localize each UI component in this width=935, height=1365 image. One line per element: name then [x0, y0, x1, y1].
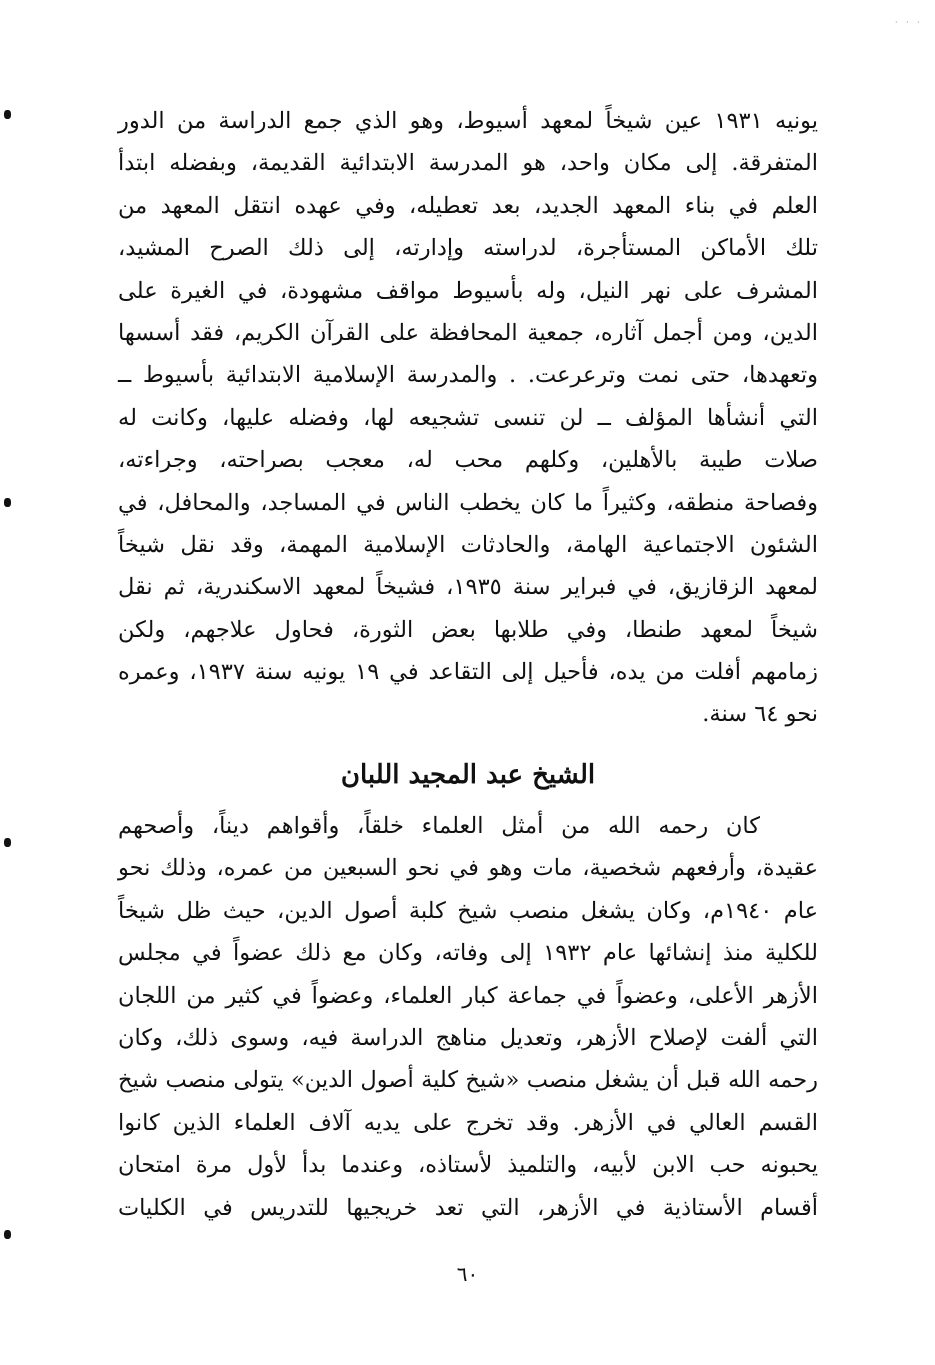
text-line: المشرف على نهر النيل، وله بأسيوط مواقف مشهودة، في الغيرة على	[118, 277, 818, 304]
text-line: كان رحمه الله من أمثل العلماء خلقاً، وأقواهم ديناً، وأصحهم	[118, 813, 760, 839]
text-line: عام ١٩٤٠م، وكان يشغل منصب شيخ كلبة أصول الدين، حيث ظل شيخاً	[118, 897, 818, 924]
text-line: زمامهم أفلت من يده، فأحيل إلى التقاعد في ١٩ يونيه سنة ١٩٣٧، وعمره	[118, 659, 818, 686]
text-line: صلات طيبة بالأهلين، وكلهم محب له، معجب بصراحته، وجراءته،	[118, 447, 818, 474]
text-line: للكلية منذ إنشائها عام ١٩٣٢ إلى وفاته، وكان مع ذلك عضواً في مجلس	[118, 940, 818, 967]
text-line: العلم في بناء المعهد الجديد، بعد تعطيله، وفي عهده انتقل المعهد من	[118, 192, 818, 219]
margin-mark	[4, 110, 11, 119]
text-line: يونيه ١٩٣١ عين شيخاً لمعهد أسيوط، وهو الذي جمع الدراسة من الدور	[118, 108, 818, 134]
text-line: لمعهد الزقازيق، في فبراير سنة ١٩٣٥، فشيخاً لمعهد الاسكندرية، ثم نقل	[118, 574, 818, 601]
margin-mark	[4, 838, 11, 847]
text-line: الدين، ومن أجمل آثاره، جمعية المحافظة على القرآن الكريم، فقد أسسها	[118, 319, 818, 346]
text-line: يحبونه حب الابن لأبيه، والتلميذ لأستاذه، وعندما بدأ لأول مرة امتحان	[118, 1152, 818, 1179]
text-line: التي أنشأها المؤلف ــ لن تنسى تشجيعه لها، وفضله عليها، وكانت له	[118, 404, 818, 431]
text-line: أقسام الأستاذية في الأزهر، التي تعد خريجيها للتدريس في الكليات	[118, 1194, 818, 1221]
text-line: نحو ٦٤ سنة.	[702, 701, 818, 728]
text-line: وفصاحة منطقه، وكثيراً ما كان يخطب الناس في المساجد، والمحافل، في	[118, 489, 818, 516]
text-line: المتفرقة. إلى مكان واحد، هو المدرسة الابتدائية القديمة، وبفضله ابتدأ	[118, 150, 818, 177]
section-heading: الشيخ عبد المجيد اللبان	[340, 760, 596, 790]
text-line: القسم العالي في الأزهر. وقد تخرج على يديه آلاف العلماء الذين كانوا	[118, 1109, 818, 1136]
paragraph-1	[118, 100, 818, 736]
text-line: شيخاً لمعهد طنطا، وفي طلابها بعض الثورة، فحاول علاجهم، ولكن	[118, 616, 818, 643]
text-line: الأزهر الأعلى، وعضواً في جماعة كبار العلماء، وعضواً في كثير من اللجان	[118, 982, 818, 1009]
text-line: التي ألفت لإصلاح الأزهر، وتعديل مناهج الدراسة فيه، وسوى ذلك، وكان	[118, 1024, 818, 1051]
text-line: وتعهدها، حتى نمت وترعرعت. . والمدرسة الإسلامية الابتدائية بأسيوط ــ	[118, 362, 818, 389]
corner-speckles: · · ·	[895, 18, 923, 27]
text-line: عقيدة، وأرفعهم شخصية، مات وهو في نحو السبعين من عمره، وذلك نحو	[118, 855, 818, 882]
paragraph-2	[118, 805, 818, 1229]
text-line: تلك الأماكن المستأجرة، لدراسته وإدارته، إلى ذلك الصرح المشيد،	[118, 235, 818, 262]
margin-mark	[4, 1230, 11, 1239]
text-line: رحمه الله قبل أن يشغل منصب «شيخ كلية أصول الدين» يتولى منصب شيخ	[118, 1067, 818, 1094]
page-number: ٦٠	[456, 1262, 479, 1286]
text-line: الشئون الاجتماعية الهامة، والحادثات الإسلامية المهمة، وقد نقل شيخاً	[118, 531, 818, 558]
margin-mark	[4, 498, 11, 507]
